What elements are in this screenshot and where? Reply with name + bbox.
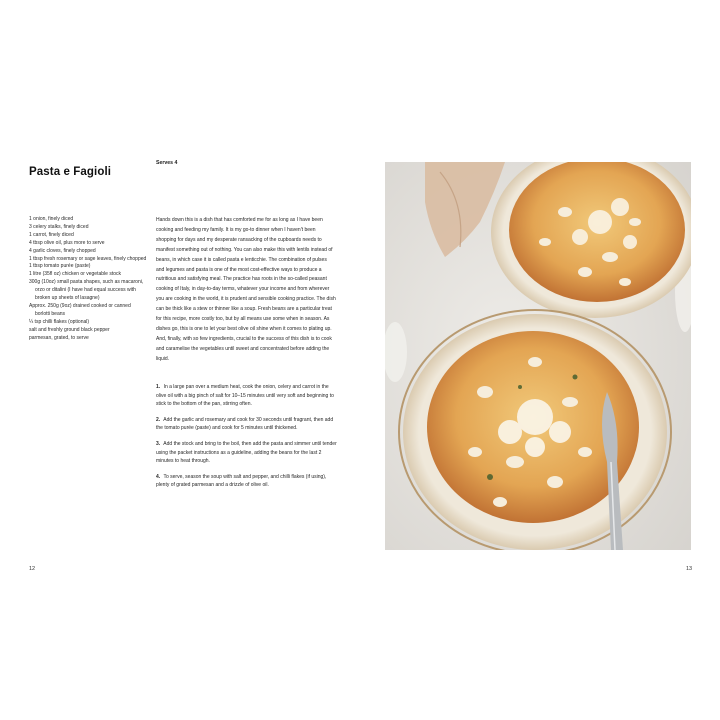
page-number-right: 13 [686,566,693,572]
method-step [156,416,338,433]
ingredient-item: 3 celery stalks, finely diced [29,223,89,230]
ingredient-item: 4 garlic cloves, finely chopped [29,247,96,254]
ingredient-item: parmesan, grated, to serve [29,334,89,341]
step-text: Add the stock and bring to the boil, then add the pasta and simmer until tender using the packet instructions as a guideline, adding the beans for the last 2 minutes to heat through. [156,440,337,465]
ingredient-item: Approx. 250g (9oz) drained cooked or canned borlotti beans [29,302,131,317]
serves-label: Serves 4 [156,160,178,166]
ingredient-item: 1 litre (35fl oz) chicken or vegetable stock [29,271,121,278]
step-text: To serve, season the soup with salt and pepper, and chilli flakes (if using), plenty of grated parmesan and a drizzle of olive oil. [156,473,327,489]
ingredient-item: ¼ tsp chilli flakes (optional) [29,318,90,325]
ingredient-item: 1 tbsp tomato purée (paste) [29,263,91,270]
food-photo-illustration [385,162,691,550]
method-steps [156,383,338,497]
step-number: 3. [156,440,161,447]
page-number-left: 12 [29,566,36,572]
step-text: In a large pan over a medium heat, cook the onion, celery and carrot in the olive oil with a big pinch of salt for 10–15 minutes until very soft and beginning to stick to the bottom of the pan, stirring often. [156,384,334,408]
ingredient-item: 1 onion, finely diced [29,216,74,222]
step-number: 4. [156,473,161,480]
method-step [156,473,338,490]
step-text: Add the garlic and rosemary and cook for 30 seconds until fragrant, then add the tomato purée (paste) and cook for 5 minutes until thickened. [156,416,334,432]
ingredient-item: 300g (10oz) small pasta shapes, such as macaroni, orzo or ditalini (I have had equal success with broken up sheets of lasagne) [29,279,144,302]
ingredients-list [29,216,147,343]
ingredient-item: 1 carrot, finely diced [29,231,74,238]
recipe-title: Pasta e Fagioli [29,165,112,178]
ingredient-item: 4 tbsp olive oil, plus more to serve [29,239,105,246]
intro-paragraph: Hands down this is a dish that has comforted me for as long as I have been cooking and feeding my family. It is my go-to dinner when I haven't been shopping for days and my desperate ransacking of the cupboards needs to manifest something out of nothing. You can also make this with lentils instead of beans, in which case it is called pasta e lenticchie. The combination of pulses and legumes and pasta is one of the most cost-effective ways to produce a nutritious and satisfying meal. The practice has roots in the so-called peasant cooking of Italy, in day-to-day terms, whatever your income and from wherever you are cooking in the world, it is prudent and sensible cooking practice. The dish can be thick like a stew or thinner like a soup. Fresh beans are a particular treat for this recipe, more costly too, but by all means use some when in season. As dishes go, this is one to let your best olive oil shine when it comes to plating up. And, finally, with so few ingredients, crucial to the success of this dish is to cook and caramelise the vegetables until sweet and concentrated before adding the liquid. [156,217,336,362]
ingredient-item: salt and freshly ground black pepper [29,326,110,333]
step-number: 2. [156,416,161,423]
food-photo [385,162,691,550]
step-number: 1. [156,384,161,390]
ingredient-item: 1 tbsp fresh rosemary or sage leaves, finely chopped [29,255,147,262]
method-step [156,383,338,409]
method-step [156,440,338,466]
